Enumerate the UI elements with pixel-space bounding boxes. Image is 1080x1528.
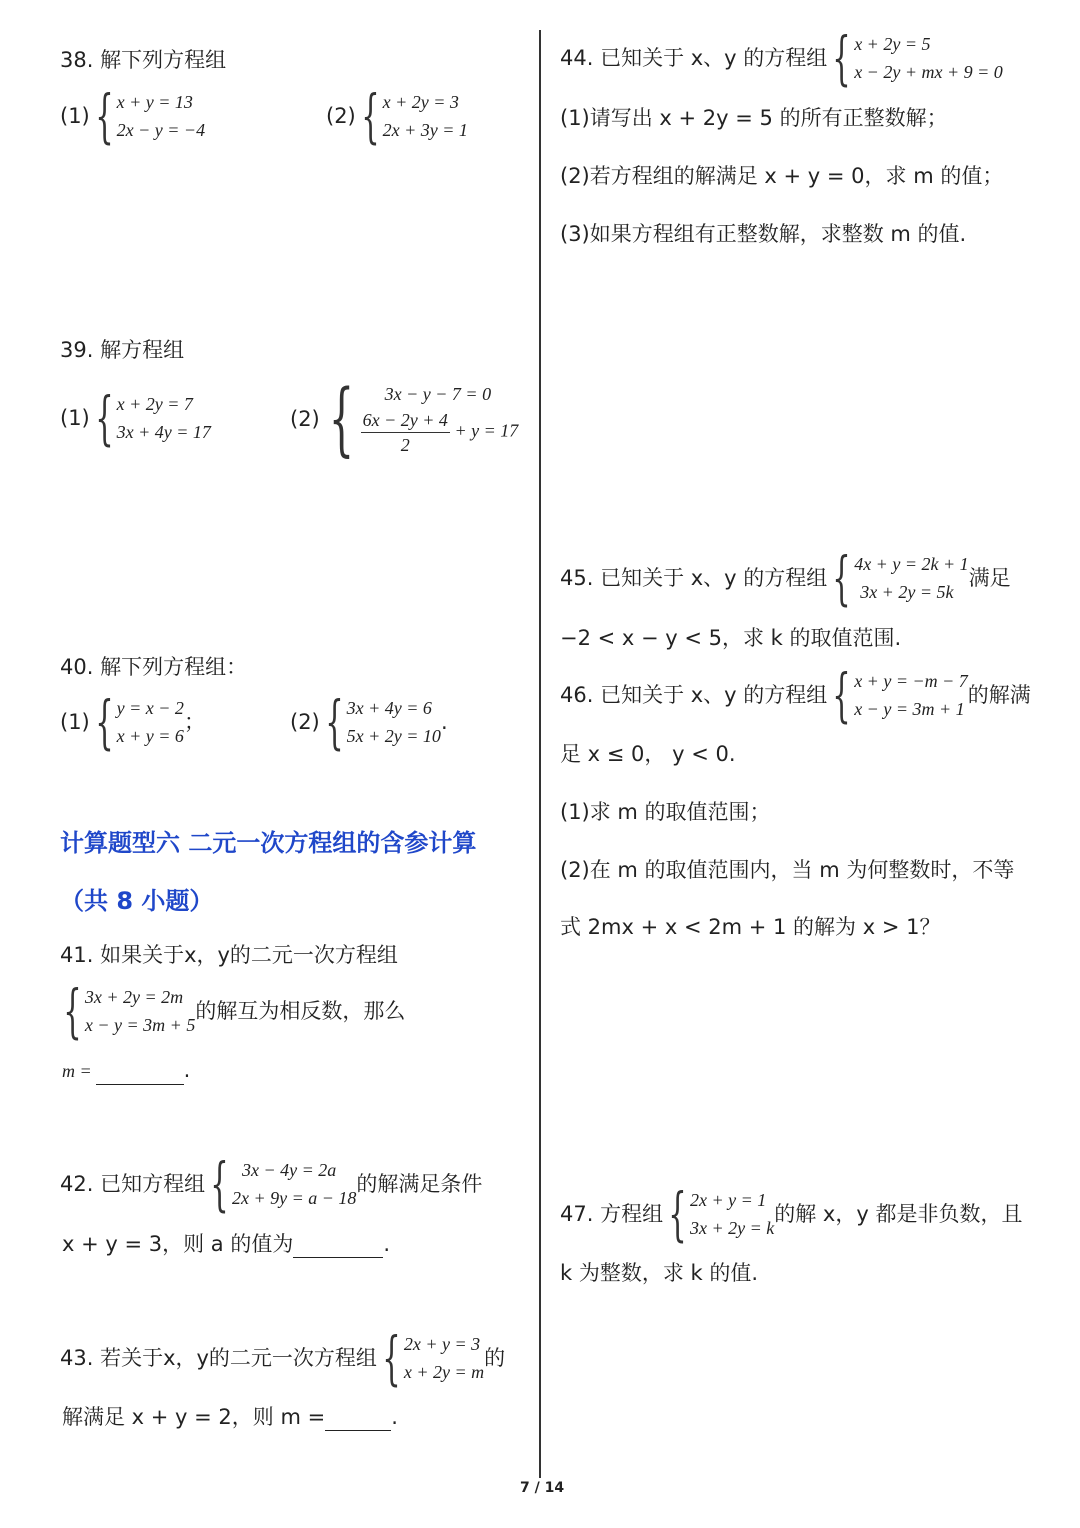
- q40-p2-end: .: [440, 710, 448, 734]
- brace-icon: {: [360, 82, 380, 150]
- section-subheading: （共 8 小题）: [60, 887, 214, 915]
- q43-answer-blank[interactable]: [325, 1406, 391, 1431]
- q42-answer-blank[interactable]: [293, 1233, 383, 1258]
- q38-part2: [326, 82, 468, 150]
- q44-sub3: (3)如果方程组有正整数解，求整数 m 的值.: [560, 222, 967, 246]
- q44-sub1: (1)请写出 x + 2y = 5 的所有正整数解；: [560, 106, 948, 130]
- q44-sub2: (2)若方程组的解满足 x + y = 0，求 m 的值；: [560, 164, 1004, 188]
- q47-title: 47. 方程组: [560, 1202, 664, 1226]
- q39-p1-eq2: 3x + 4y = 17: [116, 422, 211, 442]
- q39-p2-eq2-rest: + y = 17: [454, 420, 519, 441]
- q46-sub1: (1)求 m 的取值范围；: [560, 800, 771, 824]
- q46-title: 46. 已知关于 x、y 的方程组: [560, 683, 828, 707]
- q41-end: .: [183, 1058, 191, 1082]
- q45-eq1: 4x + y = 2k + 1: [854, 554, 969, 574]
- brace-icon: {: [94, 82, 114, 150]
- q42-block: [60, 1150, 483, 1218]
- q44-title: 44. 已知关于 x、y 的方程组: [560, 46, 828, 70]
- q41-after: 的解互为相反数，那么: [195, 999, 406, 1023]
- q43-title: 43. 若关于x，y的二元一次方程组: [60, 1346, 377, 1370]
- q43-eq2: x + 2y = m: [403, 1362, 485, 1382]
- q42-eq2: 2x + 9y = a − 18: [231, 1188, 357, 1208]
- q38-p2-eq1: x + 2y = 3: [382, 92, 459, 112]
- q40-part1: [60, 688, 205, 756]
- q45-block: [560, 544, 1011, 612]
- q47-after: 的解 x，y 都是非负数，且: [774, 1202, 1023, 1226]
- q40-p1-end: ；: [183, 710, 205, 734]
- q46-eq2: x − y = 3m + 1: [854, 699, 965, 719]
- q38-p1-eq2: 2x − y = −4: [116, 120, 206, 140]
- q39-title: 39. 解方程组: [60, 338, 185, 362]
- q44-eq1: x + 2y = 5: [854, 34, 931, 54]
- q40-p1-label: (1): [60, 710, 90, 734]
- q41-ans-label: m =: [62, 1061, 92, 1081]
- brace-icon: {: [832, 544, 851, 612]
- q47-eq2: 3x + 2y = k: [689, 1218, 775, 1238]
- q38-title: 38. 解下列方程组: [60, 48, 227, 72]
- q45-eq2: 3x + 2y = 5k: [860, 582, 954, 602]
- q42-line2: [62, 1230, 390, 1258]
- q46-eq1: x + y = −m − 7: [854, 671, 968, 691]
- q39-frac-denominator: 2: [400, 435, 410, 455]
- column-divider: [539, 30, 541, 1478]
- brace-icon: {: [94, 384, 114, 452]
- q47-line2: k 为整数，求 k 的值.: [560, 1261, 759, 1285]
- q38-p2-label: (2): [326, 104, 356, 128]
- q39-frac-numerator: 6x − 2y + 4: [361, 408, 450, 433]
- section-heading: 计算题型六 二元一次方程组的含参计算: [60, 829, 477, 857]
- q42-end: .: [383, 1232, 391, 1256]
- q43-block: [60, 1324, 506, 1392]
- brace-icon: {: [832, 24, 851, 92]
- q38-p1-label: (1): [60, 104, 90, 128]
- q46-line2: 足 x ≤ 0， y < 0.: [560, 742, 736, 766]
- q38-p1-eq1: x + y = 13: [116, 92, 193, 112]
- q40-part2: [290, 688, 448, 756]
- q41-answer: [62, 1056, 190, 1085]
- q43-after: 的: [484, 1346, 506, 1370]
- q40-p2-eq2: 5x + 2y = 10: [346, 726, 441, 746]
- q39-part2: [290, 371, 519, 465]
- brace-icon: {: [94, 688, 114, 756]
- brace-icon: {: [832, 661, 851, 729]
- q38-part1: [60, 82, 206, 150]
- q40-p1-eq1: y = x − 2: [116, 698, 184, 718]
- brace-icon: {: [324, 688, 344, 756]
- q40-p2-label: (2): [290, 710, 320, 734]
- q42-condition: x + y = 3，则 a 的值为: [62, 1232, 294, 1256]
- q40-p2-eq1: 3x + 4y = 6: [346, 698, 432, 718]
- q41-eq1: 3x + 2y = 2m: [84, 987, 184, 1007]
- q40-p1-eq2: x + y = 6: [116, 726, 184, 746]
- q47-block: [560, 1180, 1023, 1248]
- q42-eq1: 3x − 4y = 2a: [241, 1160, 337, 1180]
- q39-part1: [60, 384, 211, 452]
- q46-after: 的解满: [967, 683, 1031, 707]
- q43-line2: [62, 1403, 398, 1431]
- q40-title: 40. 解下列方程组：: [60, 655, 248, 679]
- q43-end: .: [391, 1405, 398, 1429]
- q41-system: [58, 977, 406, 1045]
- q39-p2-eq1: 3x − y − 7 = 0: [384, 384, 492, 404]
- q41-title: 41. 如果关于x，y的二元一次方程组: [60, 943, 398, 967]
- q47-eq1: 2x + y = 1: [689, 1190, 767, 1210]
- q45-after: 满足: [968, 566, 1011, 590]
- q42-title: 42. 已知方程组: [60, 1172, 206, 1196]
- q45-title: 45. 已知关于 x、y 的方程组: [560, 566, 828, 590]
- brace-icon: {: [382, 1324, 401, 1392]
- q39-p1-label: (1): [60, 406, 90, 430]
- q39-p1-eq1: x + 2y = 7: [116, 394, 193, 414]
- brace-icon: {: [668, 1180, 687, 1248]
- q39-p2-eq2: [361, 408, 519, 457]
- q43-eq1: 2x + y = 3: [403, 1334, 481, 1354]
- brace-icon: {: [210, 1150, 229, 1218]
- q44-block: [560, 24, 1003, 92]
- page-number: 7 / 14: [520, 1480, 565, 1496]
- q39-p2-label: (2): [290, 406, 320, 431]
- q41-eq2: x − y = 3m + 5: [84, 1015, 196, 1035]
- brace-icon: {: [63, 977, 82, 1045]
- q41-answer-blank[interactable]: [96, 1060, 184, 1085]
- q46-block: [560, 661, 1031, 729]
- brace-icon: {: [328, 371, 354, 465]
- q38-p2-eq2: 2x + 3y = 1: [382, 120, 468, 140]
- q44-eq2: x − 2y + mx + 9 = 0: [854, 62, 1003, 82]
- q42-after: 的解满足条件: [356, 1172, 483, 1196]
- q46-sub3: 式 2mx + x < 2m + 1 的解为 x > 1？: [560, 915, 941, 939]
- q46-sub2: (2)在 m 的取值范围内，当 m 为何整数时，不等: [560, 858, 1015, 882]
- q45-line2: −2 < x − y < 5，求 k 的取值范围.: [560, 626, 902, 650]
- q43-condition: 解满足 x + y = 2，则 m =: [62, 1405, 326, 1429]
